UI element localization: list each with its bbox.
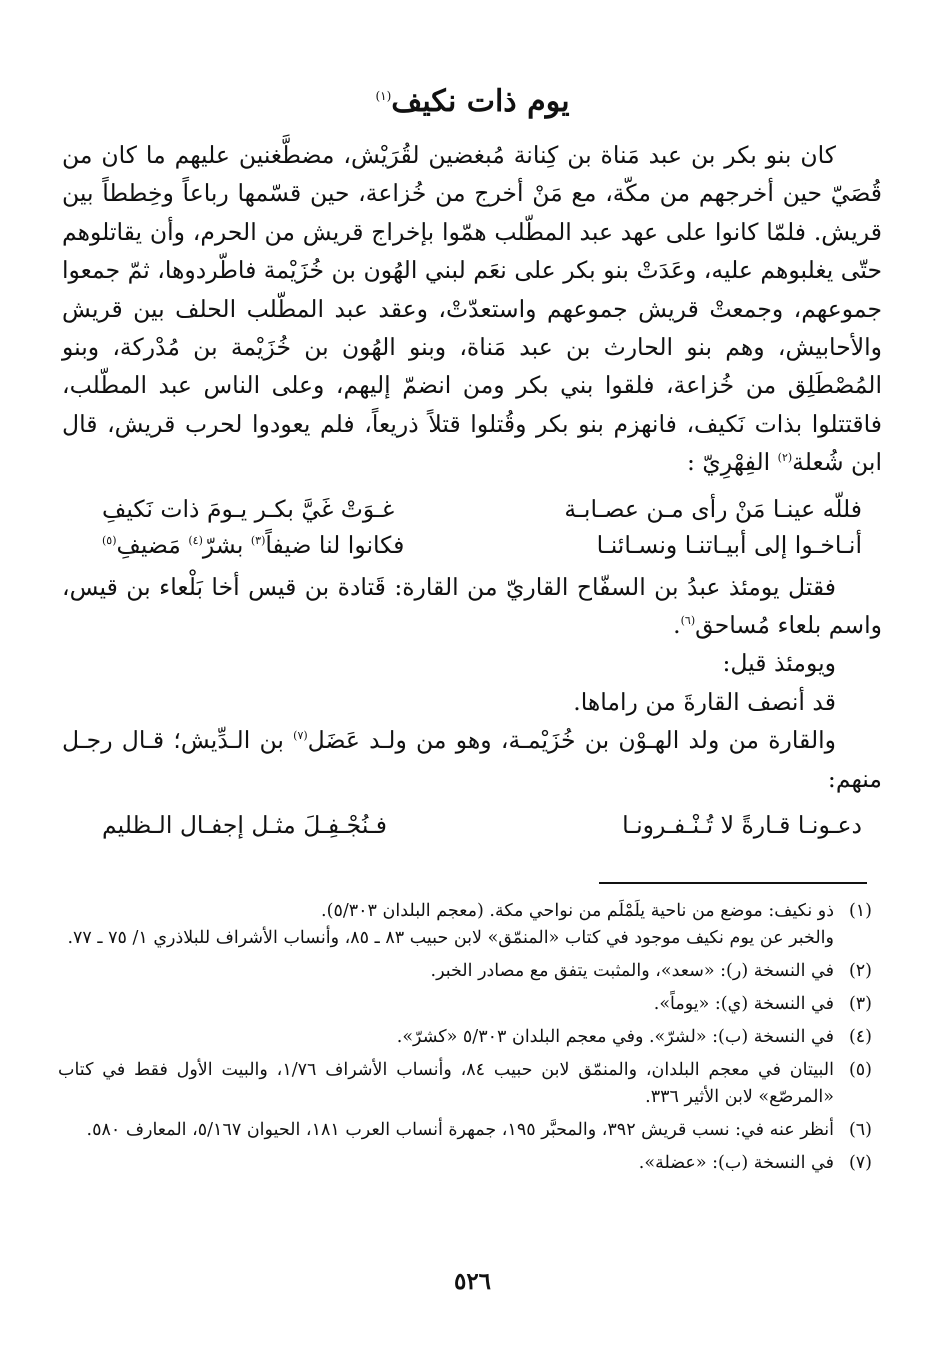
footnote-marker: (٥): [102, 533, 117, 547]
verse-text: فكانوا لنا ضيفاً: [265, 530, 405, 559]
verse-hemistich-right: أنـاخـوا إلى أبيـاتنـا ونسـائنـا: [596, 530, 862, 559]
footnote-text: [58, 1057, 834, 1111]
verse-line: [62, 526, 882, 562]
title-footnote-marker: (١): [375, 89, 392, 103]
verse-text: مَضيفِ: [116, 530, 189, 559]
footnote: [58, 898, 872, 952]
paragraph: ويومئذ قيل:: [722, 649, 836, 678]
paragraph-text: .: [673, 611, 681, 640]
verse-line: [62, 806, 882, 842]
footnote: [58, 1057, 872, 1111]
footnote-text: [58, 1117, 834, 1144]
poem: [62, 806, 882, 842]
verse-text: بشرّ: [202, 530, 251, 559]
footnote-number: (٦): [848, 1120, 872, 1140]
footnote: [58, 958, 872, 985]
footnote-number: (٧): [848, 1153, 872, 1173]
footnotes: [58, 898, 872, 1183]
footnote-line: البيتان في معجم البلدان، والمنمّق لابن حبيب ٨٤، وأنساب الأشراف ١/٧٦، والبيت الأول فقط في كتاب «المرصّع» لابن الأثير ٣٣٦.: [58, 1060, 835, 1107]
verse-hemistich-left: [102, 526, 404, 562]
page-number: ٥٢٦: [453, 1268, 492, 1295]
footnote-text: [58, 898, 834, 952]
footnote-marker: (٤): [188, 533, 203, 547]
footnote-divider: [599, 882, 867, 884]
paragraph: قد أنصف القارةَ من راماها.: [573, 687, 836, 716]
main-text: [62, 136, 882, 848]
footnote-text: [58, 1024, 834, 1051]
footnote-marker: (٦): [680, 614, 696, 628]
paragraph-text: بن الـدِّيش؛ قـال رجـل منهم:: [62, 726, 882, 793]
footnote-number: (٥): [848, 1060, 872, 1080]
chapter-title: [0, 84, 945, 119]
footnote: [58, 1117, 872, 1144]
verse-line: [62, 490, 882, 526]
footnote: [58, 991, 872, 1018]
footnote: [58, 1024, 872, 1051]
paragraph-text: والقارة من ولد الهـوْن بن خُزَيْمـة، وهو من ولـد عَضَل: [307, 726, 836, 755]
footnote-line: والخبر عن يوم نكيف موجود في كتاب «المنمّق» لابن حبيب ٨٣ ـ ٨٥، وأنساب الأشراف للبلاذري ١/ ٧٥ ـ ٧٧.: [67, 928, 834, 948]
footnote-marker: (٢): [777, 451, 793, 465]
footnote-line: في النسخة (ب): «عضلة».: [638, 1153, 834, 1173]
footnote-text: [58, 958, 834, 985]
footnote-line: في النسخة (ي): «يوماً».: [653, 994, 834, 1014]
paragraph-text: كان بنو بكر بن عبد مَناة بن كِنانة مُبغضين لقُرَيْش، مضطَّغنين عليهم ما كان من قُصَيّ حين أخرجهم من مكّة، مع مَنْ أخرج من خُزاعة، حين قسّمها رباعاً وخِططاً بين قريش. فلمّا كانوا على عهد عبد المطّلب همّوا بإخراج قريش من الحرم، وأن يقاتلوهم حتّى يغلبوهم عليه، وعَدَتْ بنو بكر على نعَم لبني الهُون بن خُزَيْمة فاطّردوها، ثمّ جمعوا جموعهم، وجمعتْ قريش جموعهم واستعدّتْ، وعقد عبد المطّلب الحلف بين قريش والأحابيش، وهم بنو الحارث بن عبد مَناة، وبنو الهُون بن خُزَيْمة بن مُدْركة، وبنو المُصْطَلِق من خُزاعة، فلقوا بني بكر ومن انضمّ إليهم، وعلى الناس عبد المطّلب، فاقتتلوا بذات نَكيف، فانهزم بنو بكر وقُتلوا قتلاً ذريعاً، فلم يعودوا لحرب قريش، قال ابن شُعلة: [62, 141, 883, 477]
verse-hemistich-right: فللّه عينـا مَنْ رأى مـن عصـابـة: [564, 494, 862, 523]
paragraph: [62, 721, 882, 798]
footnote-marker: (٣): [250, 533, 266, 547]
footnote-text: [58, 991, 834, 1018]
paragraph: [62, 136, 882, 482]
footnote-line: ذو نكيف: موضع من ناحية يلَمْلَم من نواحي مكة. (معجم البلدان ٥/٣٠٣).: [321, 901, 834, 921]
footnote-line: أنظر عنه في: نسب قريش ٣٩٢، والمحبَّر ١٩٥، جمهرة أنساب العرب ١٨١، الحيوان ٥/١٦٧، المعارف ٥٨٠.: [86, 1120, 834, 1140]
paragraph-text: الفِهْرِيّ :: [687, 448, 778, 477]
footnote-number: (٢): [848, 961, 872, 981]
verse-hemistich-left: فـنُجْـفِـلَ مثـل إجفـال الـظليم: [102, 811, 388, 840]
verse-hemistich-right: دعـونـا قـارةً لا تُـنْـفـرونـا: [622, 811, 862, 840]
footnote: [58, 1150, 872, 1177]
verse-hemistich-left: غـوَتْ غَيَّ بكـر يـومَ ذات نَكيفِ: [102, 494, 395, 523]
footnote-marker: (٧): [293, 729, 308, 743]
poem: [62, 490, 882, 562]
footnote-number: (١): [848, 901, 872, 921]
title-text: يوم ذات نكيف: [391, 84, 570, 119]
footnote-number: (٤): [848, 1027, 872, 1047]
footnote-line: في النسخة (ب): «لشرّ». وفي معجم البلدان ٥/٣٠٣ «كشرّ».: [396, 1027, 834, 1047]
paragraph: [62, 568, 882, 645]
footnote-line: في النسخة (ر): «سعد»، والمثبت يتفق مع مصادر الخبر.: [430, 961, 834, 981]
footnote-number: (٣): [848, 994, 872, 1014]
paragraph-text: فقتل يومئذ عبدُ بن السفّاح القاريّ من القارة: قَتادة بن قيس أخا بَلْعاء بن قيس، واسم بلعاء مُساحق: [62, 572, 882, 640]
footnote-text: [58, 1150, 834, 1177]
